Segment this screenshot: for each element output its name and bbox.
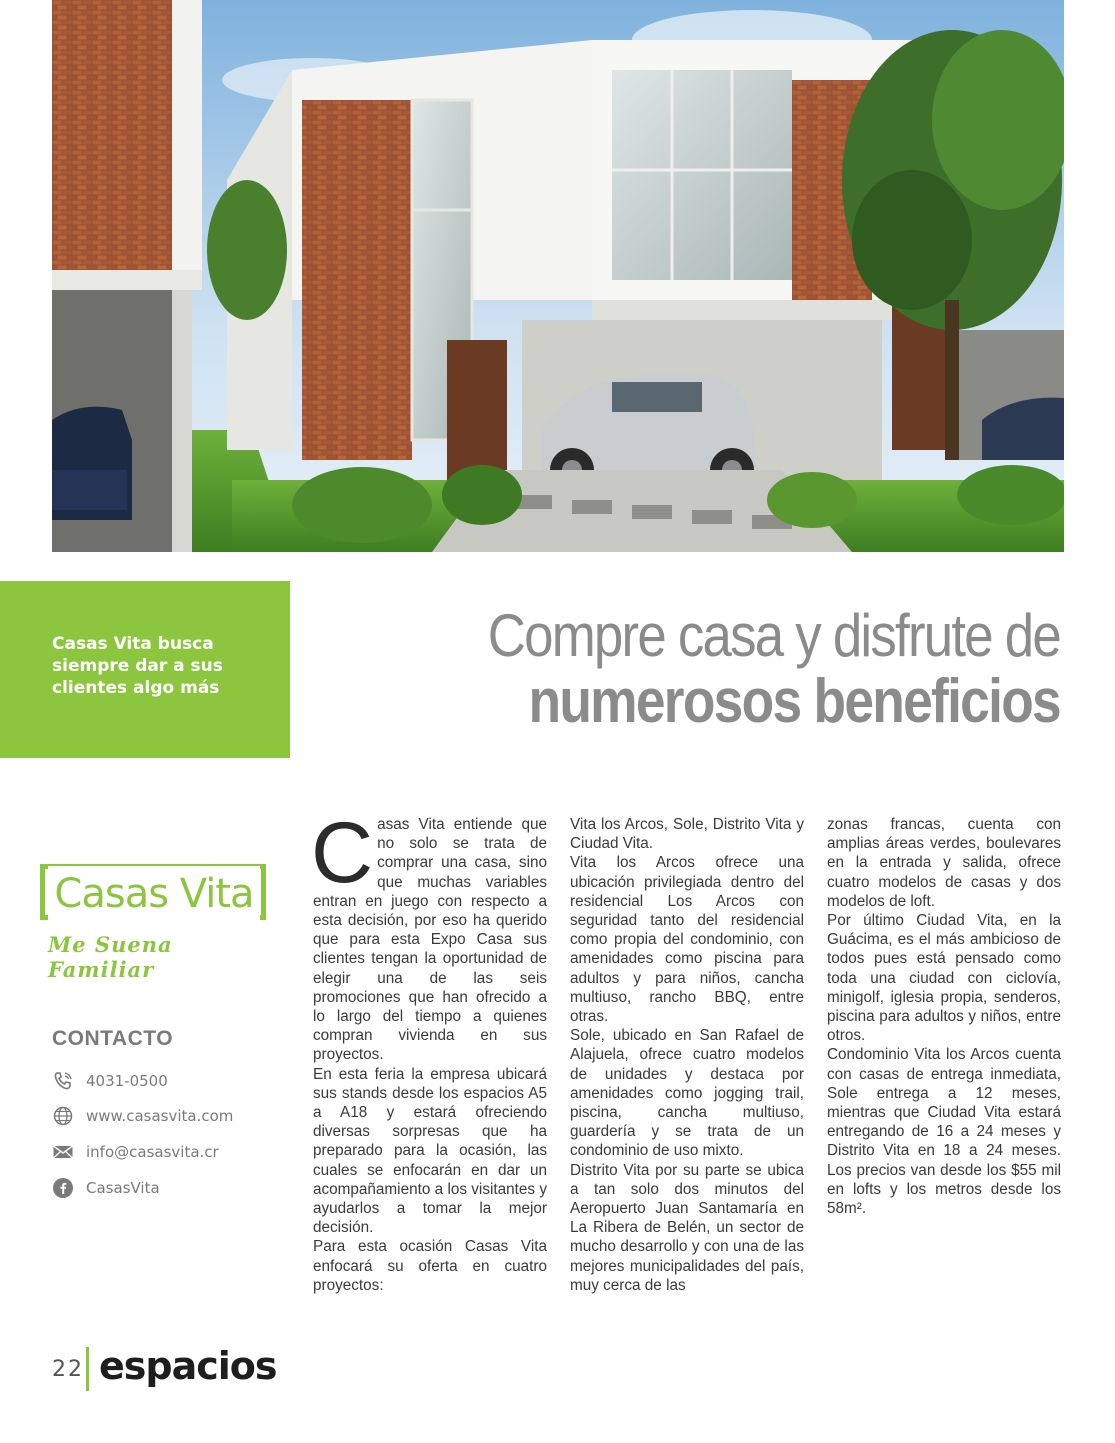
article-paragraph: Vita los Arcos ofrece una ubicación privilegiada dentro del residencial Los Arcos con seguridad tanto del residencial como propia del condominio, con amenidades como piscina para adultos y para niños, cancha multiuso, rancho BBQ, entre otras.: [570, 854, 804, 1026]
footer-divider: [86, 1347, 89, 1391]
magazine-brand: espacios: [99, 1344, 277, 1388]
mail-icon: [52, 1141, 74, 1163]
headline-line1: Compre casa y disfrute de: [487, 602, 1061, 669]
callout-text: Casas Vita busca siempre dar a sus clientes algo más: [52, 634, 223, 698]
article-paragraph: Distrito Vita por su parte se ubica a tan solo dos minutos del Aeropuerto Juan Santamaría en La Ribera de Belén, un sector de mucho desarrollo y con una de las mejores municipalidades del país, muy cerca de las: [570, 1161, 804, 1294]
article-paragraph: Vita los Arcos, Sole, Distrito Vita y Ciudad Vita.: [570, 816, 804, 853]
casas-vita-logo: [34, 858, 274, 982]
contact-email: [52, 1140, 282, 1164]
headline-line2: numerosos beneficios: [528, 667, 1060, 736]
callout-box: [0, 581, 290, 758]
facebook-icon: [52, 1177, 74, 1199]
article-paragraph: zonas francas, cuenta con amplias áreas verdes, boulevares en la entrada y salida, ofrece cuatro modelos de casas y dos modelos de loft.: [827, 816, 1061, 910]
contact-phone: [52, 1069, 282, 1093]
page-number: 22: [52, 1357, 84, 1382]
article-column-3: [827, 815, 1061, 1218]
contact-web: [52, 1104, 282, 1128]
contact-phone-text: 4031-0500: [86, 1072, 168, 1090]
paragraph-text: asas Vita entiende que no solo se trata de comprar una casa, sino que muchas variables entran en juego con respecto a esta decisión, por eso ha querido que para esta Expo Casa sus clientes tengan la oportunidad de elegir una de las seis promociones que han ofrecido a lo largo del tiempo a quienes compran vivienda en sus proyectos.: [313, 816, 547, 1064]
globe-icon: [52, 1105, 74, 1127]
article-column-1: [311, 805, 547, 1295]
article-paragraph: Por último Ciudad Vita, en la Guácima, es el más ambicioso de todos pues está pensado como toda una ciudad con ciclovía, minigolf, iglesia propia, senderos, piscina para adultos y niños, entre otros.: [827, 912, 1061, 1045]
phone-icon: [52, 1070, 74, 1092]
hero-image: [52, 0, 1064, 552]
contact-email-text: info@casasvita.cr: [86, 1143, 219, 1161]
article-paragraph: Para esta ocasión Casas Vita enfocará su oferta en cuatro proyectos:: [313, 1238, 547, 1294]
contact-facebook: [52, 1176, 282, 1200]
article-paragraph: En esta feria la empresa ubicará sus stands desde los espacios A5 a A18 y estará ofreciendo diversas sorpresas que ha preparado para la ocasión, las cuales se enfocarán en dar un acompañamiento a los visitantes y ayudarlos a tomar la mejor decisión.: [313, 1065, 547, 1237]
contact-web-text: www.casasvita.com: [86, 1107, 234, 1125]
article-paragraph: Sole, ubicado en San Rafael de Alajuela, ofrece cuatro modelos de unidades y destaca por amenidades como jogging trail, piscina, cancha multiuso, guardería y se trata de un condominio de uso mixto.: [570, 1027, 804, 1160]
drop-cap: C: [311, 805, 374, 901]
article-column-2: [570, 815, 804, 1295]
contact-facebook-text: CasasVita: [86, 1179, 160, 1197]
article-paragraph: [311, 805, 547, 1065]
house-illustration: [52, 0, 1064, 552]
article-paragraph: Condominio Vita los Arcos cuenta con casas de entrega inmediata, Sole entrega a 12 meses, mientras que Ciudad Vita estará entregando de 16 a 24 meses y Distrito Vita en 18 a 24 meses. Los precios van desde los $55 mil en lofts y los metros desde los 58m².: [827, 1046, 1061, 1218]
logo-name: Casas Vita: [48, 866, 260, 922]
contact-title: CONTACTO: [52, 1027, 174, 1050]
page-title: [300, 603, 1060, 735]
logo-tagline: Me Suena Familiar: [48, 932, 173, 982]
